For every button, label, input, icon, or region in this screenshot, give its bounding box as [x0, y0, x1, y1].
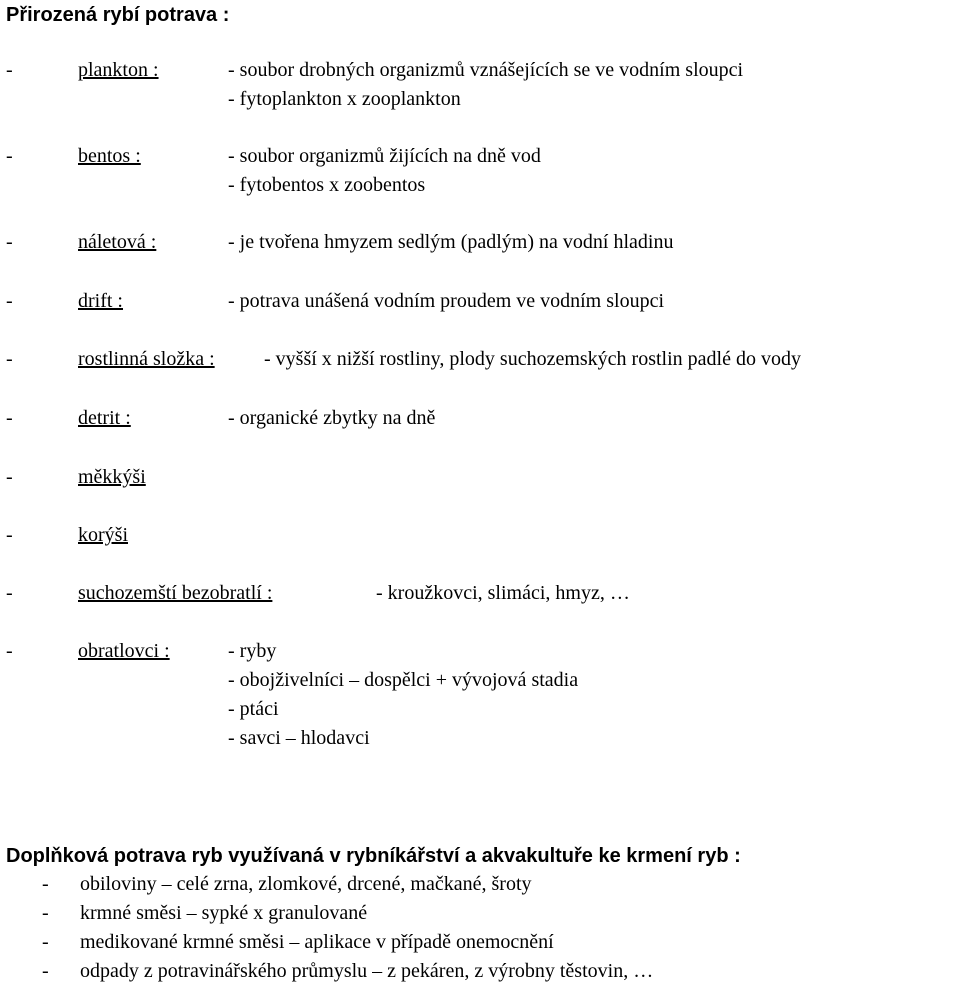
list-dash: -	[6, 348, 13, 370]
list-item-text: krmné směsi – sypké x granulované	[80, 902, 368, 924]
description-line: - fytobentos x zoobentos	[228, 174, 426, 196]
list-dash: -	[6, 640, 13, 662]
list-dash: -	[6, 466, 13, 488]
description-line: - potrava unášená vodním proudem ve vodním sloupci	[228, 290, 665, 312]
list-dash: -	[42, 902, 49, 924]
description-line: - fytoplankton x zooplankton	[228, 88, 461, 110]
list-dash: -	[6, 59, 13, 81]
list-dash: -	[6, 407, 13, 429]
term-drift: drift :	[78, 290, 123, 312]
term-naletova: náletová :	[78, 231, 157, 253]
heading-natural-food: Přirozená rybí potrava :	[6, 4, 230, 26]
heading-supplementary-food: Doplňková potrava ryb využívaná v rybníkářství a akvakultuře ke krmení ryb :	[6, 845, 741, 867]
description-line: - je tvořena hmyzem sedlým (padlým) na vodní hladinu	[228, 231, 674, 253]
term-bentos: bentos :	[78, 145, 141, 167]
description-line: - obojživelníci – dospělci + vývojová stadia	[228, 669, 579, 691]
description-line: - savci – hlodavci	[228, 727, 370, 749]
list-dash: -	[6, 290, 13, 312]
term-terrestrial-invertebrates: suchozemští bezobratlí :	[78, 582, 273, 604]
description-line: - soubor drobných organizmů vznášejících se ve vodním sloupci	[228, 59, 744, 81]
list-dash: -	[6, 231, 13, 253]
term-plant-component: rostlinná složka :	[78, 348, 215, 370]
description-line: - ptáci	[228, 698, 279, 720]
list-item-text: odpady z potravinářského průmyslu – z pekáren, z výrobny těstovin, …	[80, 960, 654, 982]
list-dash: -	[6, 524, 13, 546]
description-line: - organické zbytky na dně	[228, 407, 436, 429]
list-dash: -	[42, 960, 49, 982]
list-item-text: medikované krmné směsi – aplikace v případě onemocnění	[80, 931, 554, 953]
description-line: - vyšší x nižší rostliny, plody suchozemských rostlin padlé do vody	[264, 348, 801, 370]
description-line: - soubor organizmů žijících na dně vod	[228, 145, 541, 167]
description-line: - ryby	[228, 640, 277, 662]
term-detrit: detrit :	[78, 407, 131, 429]
list-item-text: obiloviny – celé zrna, zlomkové, drcené, mačkané, šroty	[80, 873, 532, 895]
list-dash: -	[6, 145, 13, 167]
term-vertebrates: obratlovci :	[78, 640, 170, 662]
description-line: - kroužkovci, slimáci, hmyz, …	[376, 582, 630, 604]
term-plankton: plankton :	[78, 59, 159, 81]
term-crustaceans: korýši	[78, 524, 128, 546]
list-dash: -	[6, 582, 13, 604]
list-dash: -	[42, 873, 49, 895]
term-molluscs: měkkýši	[78, 466, 146, 488]
list-dash: -	[42, 931, 49, 953]
